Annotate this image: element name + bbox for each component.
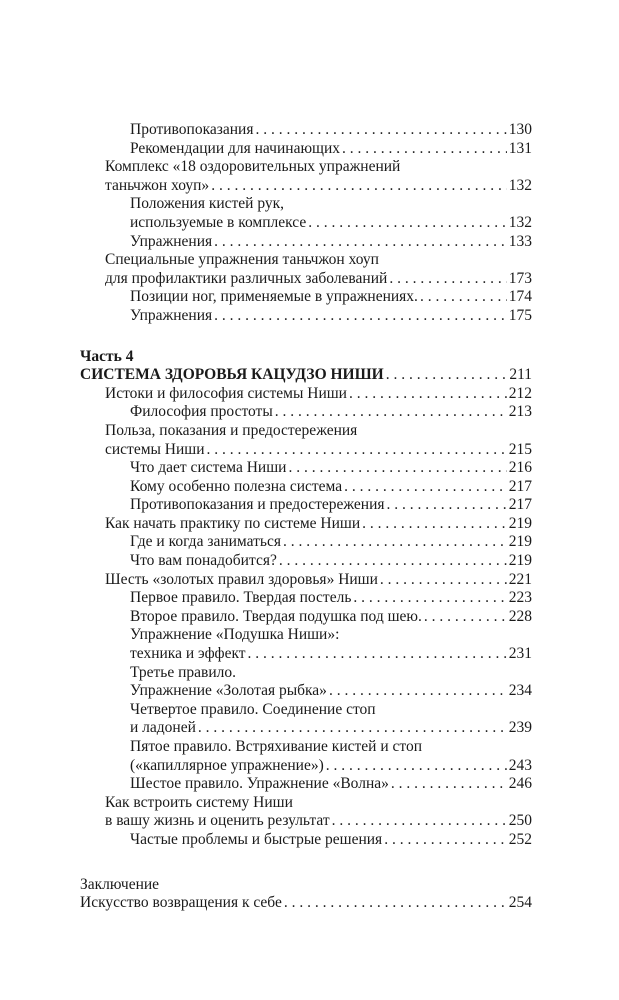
page-number: 132	[508, 176, 532, 194]
page-number: 217	[508, 496, 532, 514]
dot-leader	[420, 288, 507, 307]
toc-entry	[80, 251, 532, 288]
toc-entry-title-line: Упражнения	[130, 306, 213, 324]
dot-leader	[214, 233, 507, 252]
conclusion-title: Искусство возвращения к себе	[80, 894, 282, 912]
page-number: 215	[508, 440, 532, 458]
toc-entry	[80, 496, 532, 515]
toc-entry-title-line: таньчжон хоуп»	[105, 176, 210, 194]
toc-entry	[80, 307, 532, 326]
toc-entry-title-line: Польза, показания и предостережения	[105, 421, 358, 439]
toc-entry	[80, 158, 532, 195]
dot-leader	[332, 812, 507, 831]
page-number: 250	[508, 812, 532, 830]
page-number: 219	[508, 552, 532, 570]
page-number: 133	[508, 232, 532, 250]
toc-conclusion	[80, 876, 532, 913]
dot-leader	[387, 496, 507, 515]
toc-entry	[80, 195, 532, 232]
dot-leader	[211, 177, 507, 196]
page-number: 211	[509, 366, 532, 384]
dot-leader	[329, 682, 507, 701]
toc-entry-title-line: Противопоказания и предостережения	[130, 496, 385, 514]
toc-part-4	[80, 348, 532, 850]
toc-entry-title-line: системы Ниши	[105, 440, 205, 458]
page-number: 219	[508, 514, 532, 532]
toc-entry-title-line: Упражнение «Подушка Ниши»:	[130, 626, 340, 644]
page-number: 131	[508, 139, 532, 157]
toc-entry	[80, 775, 532, 794]
toc-entry-title-line: Философия простоты	[130, 403, 273, 421]
toc-section-continued	[80, 121, 532, 326]
section-gap	[80, 326, 532, 348]
dot-leader	[207, 441, 507, 460]
toc-entry-title-line: Как начать практику по системе Ниши	[105, 514, 361, 532]
table-of-contents	[80, 121, 532, 913]
toc-entry	[80, 626, 532, 663]
page-number: 174	[508, 288, 532, 306]
dot-leader	[384, 831, 507, 850]
toc-entry	[80, 140, 532, 159]
dot-leader	[198, 719, 507, 738]
toc-entry	[80, 403, 532, 422]
page-number: 221	[508, 570, 532, 588]
dot-leader	[283, 533, 507, 552]
toc-entry-title-line: для профилактики различных заболеваний	[105, 269, 388, 287]
page-number: 231	[508, 645, 532, 663]
page-number: 175	[508, 306, 532, 324]
toc-entry	[80, 794, 532, 831]
toc-entry	[80, 831, 532, 850]
dot-leader	[424, 608, 507, 627]
toc-entry	[80, 478, 532, 497]
toc-entry-title-line: и ладоней	[130, 719, 196, 737]
dot-leader	[308, 214, 507, 233]
toc-entry	[80, 459, 532, 478]
dot-leader	[214, 307, 507, 326]
toc-entry	[80, 701, 532, 738]
page-number: 246	[508, 775, 532, 793]
toc-entry	[80, 385, 532, 404]
toc-entry-title-line: Специальные упражнения таньчжон хоуп	[105, 251, 379, 269]
toc-entry-title-line: Комплекс «18 оздоровительных упражнений	[105, 158, 401, 176]
page-number: 239	[508, 719, 532, 737]
toc-entry-title-line: Истоки и философия системы Ниши	[105, 384, 347, 402]
dot-leader	[284, 894, 507, 913]
page-number: 212	[508, 384, 532, 402]
dot-leader	[349, 385, 507, 404]
page-number: 234	[508, 682, 532, 700]
dot-leader	[279, 552, 507, 571]
page-number: 132	[508, 213, 532, 231]
page-number: 228	[508, 607, 532, 625]
page-number: 216	[508, 459, 532, 477]
page-number: 173	[508, 269, 532, 287]
toc-entry-title-line: Как встроить систему Ниши	[105, 793, 293, 811]
toc-entry	[80, 738, 532, 775]
dot-leader	[326, 757, 507, 776]
dot-leader	[353, 589, 506, 608]
toc-entry-title-line: Что дает система Ниши	[130, 459, 287, 477]
toc-entry-title-line: Кому особенно полезна система	[130, 477, 343, 495]
toc-entry-title-line: используемые в комплексе	[130, 213, 307, 231]
dot-leader	[362, 515, 507, 534]
part-title: СИСТЕМА ЗДОРОВЬЯ КАЦУДЗО НИШИ	[80, 366, 384, 384]
toc-entry-title-line: Позиции ног, применяемые в упражнениях.	[130, 288, 418, 306]
toc-entry-title-line: Третье правило.	[130, 663, 237, 681]
toc-entry-title-line: Противопоказания	[130, 121, 254, 138]
toc-entry-title-line: Частые проблемы и быстрые решения	[130, 830, 383, 848]
toc-entry	[80, 515, 532, 534]
toc-entry-title-line: техника и эффект	[130, 645, 246, 663]
toc-entry	[80, 533, 532, 552]
dot-leader	[288, 459, 506, 478]
toc-entry-title-line: Четвертое правило. Соединение стоп	[130, 700, 376, 718]
dot-leader	[342, 140, 507, 159]
toc-entry-title-line: Упражнения	[130, 232, 213, 250]
part-4-entries	[80, 385, 532, 850]
page-number: 252	[508, 830, 532, 848]
toc-entry-title-line: Положения кистей рук,	[130, 195, 285, 213]
conclusion-entry	[80, 894, 532, 913]
page-number: 130	[508, 121, 532, 138]
toc-entry	[80, 571, 532, 590]
page-number: 219	[508, 533, 532, 551]
dot-leader	[344, 478, 507, 497]
toc-entry	[80, 589, 532, 608]
page-number: 254	[508, 894, 532, 912]
toc-entry-title-line: Шесть «золотых правил здоровья» Ниши	[105, 570, 378, 588]
toc-entry-title-line: Где и когда заниматься	[130, 533, 281, 551]
toc-entry	[80, 664, 532, 701]
part-label: Часть 4	[80, 347, 134, 365]
dot-leader	[386, 366, 508, 385]
page-number: 223	[508, 589, 532, 607]
toc-entry-title-line: Рекомендации для начинающих	[130, 139, 341, 157]
toc-entry-title-line: Второе правило. Твердая подушка под шею.	[130, 607, 422, 625]
toc-entry	[80, 552, 532, 571]
toc-entry	[80, 608, 532, 627]
dot-leader	[275, 403, 507, 422]
dot-leader	[380, 571, 507, 590]
page-number: 217	[508, 477, 532, 495]
toc-entry	[80, 288, 532, 307]
page-number: 213	[508, 403, 532, 421]
toc-entry	[80, 233, 532, 252]
toc-entry-title-line: Шестое правило. Упражнение «Волна»	[130, 775, 389, 793]
section-gap	[80, 850, 532, 876]
dot-leader	[389, 270, 506, 289]
dot-leader	[391, 775, 507, 794]
toc-entry-title-line: («капиллярное упражнение»)	[130, 756, 324, 774]
toc-entry-title-line: в вашу жизнь и оценить результат	[105, 812, 330, 830]
toc-entry-title-line: Упражнение «Золотая рыбка»	[130, 682, 327, 700]
dot-leader	[255, 121, 506, 140]
conclusion-label: Заключение	[80, 875, 160, 893]
part-title-entry	[80, 366, 532, 385]
dot-leader	[248, 645, 507, 664]
toc-entry-title-line: Первое правило. Твердая постель	[130, 589, 352, 607]
toc-entry	[80, 121, 532, 140]
toc-entry-title-line: Что вам понадобится?	[130, 552, 277, 570]
toc-entry-title-line: Пятое правило. Встряхивание кистей и стоп	[130, 738, 422, 755]
toc-entry	[80, 422, 532, 459]
page-number: 243	[508, 756, 532, 774]
